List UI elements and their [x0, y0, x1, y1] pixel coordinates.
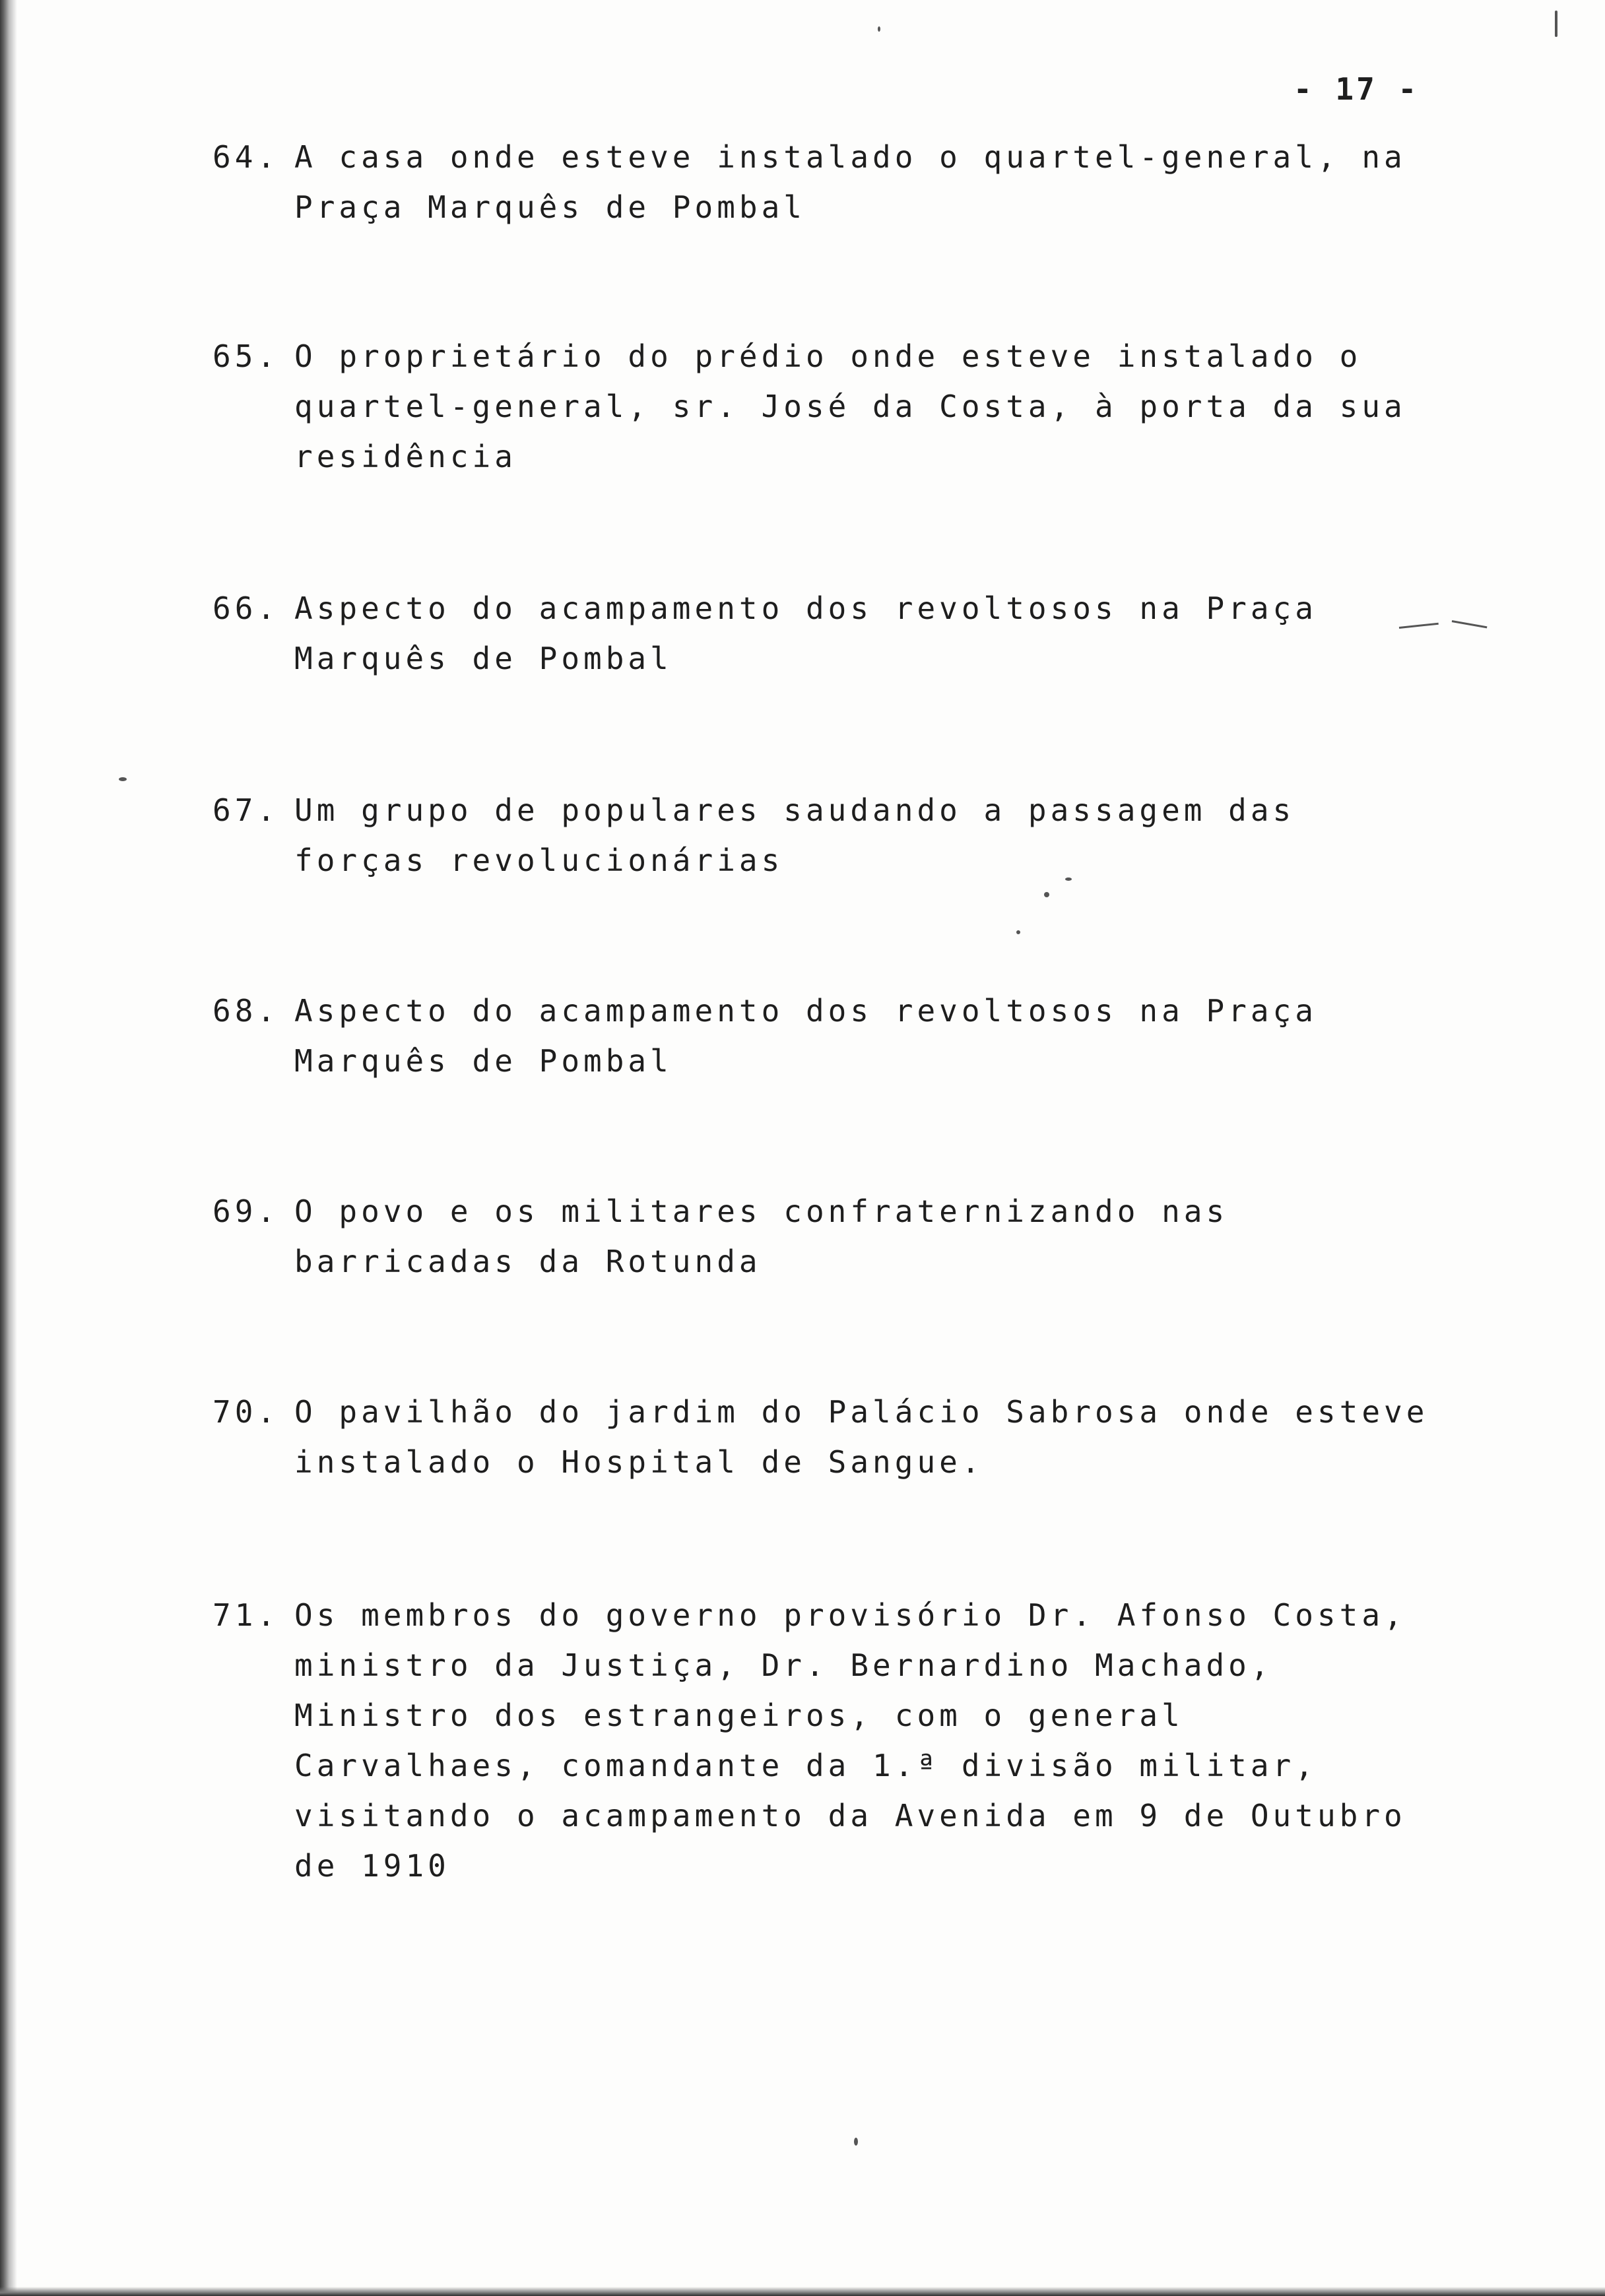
caption-item-71: [213, 1590, 1440, 1891]
caption-item-67: [213, 785, 1440, 885]
item-number: 70.: [213, 1394, 280, 1430]
item-caption: Aspecto do acampamento dos revoltosos na Praça Marquês de Pombal: [294, 590, 1317, 676]
item-number: 66.: [213, 590, 280, 626]
scan-speck: [1065, 877, 1072, 881]
item-caption: Os membros do governo provisório Dr. Afonso Costa, ministro da Justiça, Dr. Bernardino Machado, Ministro dos estrangeiros, com o general Carvalhaes, comandante da 1.ª divisão militar, visitando o acampamento da Avenida em 9 de Outubro de 1910: [294, 1597, 1406, 1884]
scan-speck: [854, 2138, 858, 2146]
page-number: - 17 -: [1294, 71, 1420, 107]
scan-speck: [119, 777, 127, 781]
item-number: 71.: [213, 1597, 280, 1633]
scan-mark: [1452, 620, 1488, 628]
item-number: 67.: [213, 792, 280, 828]
scan-speck: [878, 26, 880, 32]
item-number: 64.: [213, 139, 280, 175]
caption-item-66: [213, 583, 1440, 684]
scan-speck: [1044, 892, 1049, 897]
item-caption: Aspecto do acampamento dos revoltosos na Praça Marquês de Pombal: [294, 993, 1317, 1079]
item-caption: O proprietário do prédio onde esteve instalado o quartel-general, sr. José da Costa, à porta da sua residência: [294, 338, 1406, 474]
caption-item-68: [213, 986, 1440, 1086]
item-number: 68.: [213, 993, 280, 1029]
caption-item-64: [213, 132, 1440, 232]
item-caption: Um grupo de populares saudando a passagem das forças revolucionárias: [294, 792, 1295, 878]
scan-bottom-edge: [0, 2287, 1605, 2296]
item-number: 69.: [213, 1194, 280, 1229]
item-caption: O povo e os militares confraternizando nas barricadas da Rotunda: [294, 1194, 1229, 1279]
item-caption: A casa onde esteve instalado o quartel-general, na Praça Marquês de Pombal: [294, 139, 1406, 225]
scan-binding-edge: [0, 0, 17, 2296]
item-caption: O pavilhão do jardim do Palácio Sabrosa onde esteve instalado o Hospital de Sangue.: [294, 1394, 1429, 1480]
caption-item-69: [213, 1186, 1440, 1287]
scan-speck: [1555, 11, 1557, 37]
caption-item-65: [213, 331, 1440, 482]
caption-item-70: [213, 1387, 1440, 1487]
scan-speck: [1016, 930, 1020, 934]
item-number: 65.: [213, 338, 280, 374]
